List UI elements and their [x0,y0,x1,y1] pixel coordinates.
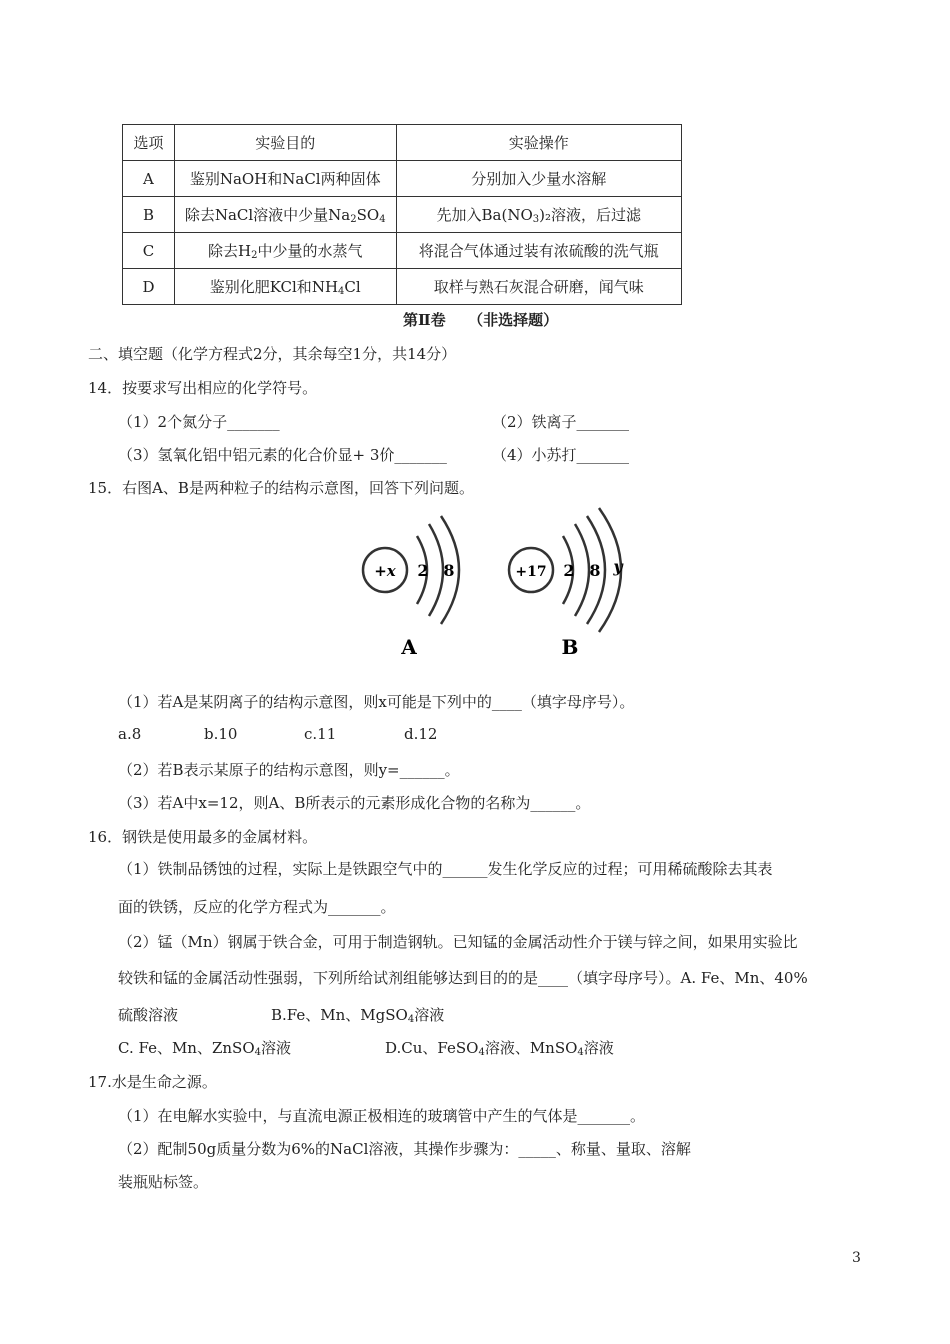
table-cell: 分别加入少量水溶解 [396,161,681,197]
subscript: 2 [251,250,258,261]
shell-b-electrons-3: y [613,557,623,576]
table-cell: A [123,161,175,197]
subscript: 4 [254,1047,261,1058]
table-header: 实验目的 [174,125,396,161]
subscript: 2 [350,214,357,225]
subscript: 4 [478,1047,485,1058]
q15-option-a: a.8 [118,725,142,743]
subscript: 4 [407,1014,415,1025]
q15-option-d: d.12 [404,725,438,743]
q14-part2: （2）铁离子_______ [492,413,630,431]
table-header-row [123,125,682,161]
text: 除去H [207,242,252,260]
q14-part1: （1）2个氮分子_______ [118,413,280,431]
subscript: 4 [338,286,345,297]
table-cell [174,269,396,305]
q17-part1: （1）在电解水实验中，与直流电源正极相连的玻璃管中产生的气体是_______。 [118,1107,646,1125]
q16-option-d [385,1037,614,1058]
q15-part2: （2）若B表示某原子的结构示意图，则y=______。 [118,761,460,779]
table-row [123,161,682,197]
table-cell [174,233,396,269]
text: 先加入Ba(NO [436,206,533,224]
table-cell: C [123,233,175,269]
table-cell: 取样与熟石灰混合研磨，闻气味 [396,269,681,305]
atomic-structure-diagram [355,502,645,662]
q15-part1: （1）若A是某阴离子的结构示意图，则x可能是下列中的____（填字母序号）。 [118,693,635,711]
q16-option-b [271,1004,444,1025]
q14-part3: （3）氢氧化铝中铝元素的化合价显+ 3价_______ [118,446,447,464]
table-cell [396,197,681,233]
q16-part2-line2: 较铁和锰的金属活动性强弱，下列所给试剂组能够达到目的的是____（填字母序号）。A. Fe、Mn、40% [118,969,808,987]
subscript: 4 [379,214,386,225]
table-cell: B [123,197,175,233]
table-cell: 将混合气体通过装有浓硫酸的洗气瓶 [396,233,681,269]
page-number: 3 [852,1250,861,1266]
table-cell: 鉴别NaOH和NaCl两种固体 [174,161,396,197]
table-header: 选项 [123,125,175,161]
q16-part1-line2: 面的铁锈，反应的化学方程式为_______。 [118,898,396,916]
text: 溶液、MnSO [484,1039,578,1057]
q15-part3: （3）若A中x=12，则A、B所表示的元素形成化合物的名称为______。 [118,794,591,812]
table-row [123,269,682,305]
q15-option-b: b.10 [204,725,238,743]
table-header: 实验操作 [396,125,681,161]
text: SO [356,206,380,224]
shell-a-electrons-2: 8 [443,561,455,580]
label-b: B [561,635,579,659]
part2-heading: 二、填空题（化学方程式2分，其余每空1分，共14分） [88,345,457,363]
q16-part2-line3: 硫酸溶液 [118,1006,179,1024]
text: 溶液 [583,1039,614,1057]
label-a: A [401,635,417,659]
q17-stem: 17.水是生命之源。 [88,1073,217,1091]
text: 溶液 [261,1039,292,1057]
table-cell: D [123,269,175,305]
text: 中少量的水蒸气 [257,242,363,260]
q16-option-c [118,1037,291,1058]
q14-part4: （4）小苏打_______ [492,446,630,464]
text: )₂溶液，后过滤 [539,206,641,224]
particle-b-diagram [509,508,624,659]
particle-a-diagram [363,516,459,659]
text: 除去NaCl溶液中少量Na [184,206,351,224]
table-row [123,233,682,269]
text: B.Fe、Mn、MgSO [271,1006,408,1024]
table-cell [174,197,396,233]
table-row [123,197,682,233]
shell-b-electrons-1: 2 [563,561,575,580]
text: C. Fe、Mn、ZnSO [118,1039,255,1057]
q16-part2-line1: （2）锰（Mn）钢属于铁合金，可用于制造钢轨。已知锰的金属活动性介于镁与锌之间，如果用实验比 [118,933,798,951]
q16-stem: 16．钢铁是使用最多的金属材料。 [88,828,318,846]
nucleus-b-charge: +17 [515,564,547,580]
shell-b-2 [575,524,589,616]
text: 溶液 [414,1006,445,1024]
nucleus-a-charge: +x [374,562,396,580]
options-table [122,124,682,305]
text: Cl [344,278,361,296]
shell-a-2 [429,524,443,616]
text: 鉴别化肥KCl和NH [209,278,339,296]
text: D.Cu、FeSO [385,1039,479,1057]
q17-part3: 装瓶贴标签。 [118,1173,209,1191]
shell-a-electrons-1: 2 [417,561,429,580]
q17-part2: （2）配制50g质量分数为6%的NaCl溶液，其操作步骤为：_____、称量、量取、溶解 [118,1140,691,1158]
q15-stem: 15．右图A、B是两种粒子的结构示意图，回答下列问题。 [88,479,474,497]
q16-part1-line1: （1）铁制品锈蚀的过程，实际上是铁跟空气中的______发生化学反应的过程；可用稀硫酸除去其表 [118,860,773,878]
subscript: 4 [577,1047,584,1058]
shell-b-electrons-2: 8 [589,561,601,580]
q15-option-c: c.11 [304,725,337,743]
section-title: 第Ⅱ卷 （非选择题） [403,311,559,329]
subscript: 3 [532,214,540,225]
q14-stem: 14．按要求写出相应的化学符号。 [88,379,318,397]
